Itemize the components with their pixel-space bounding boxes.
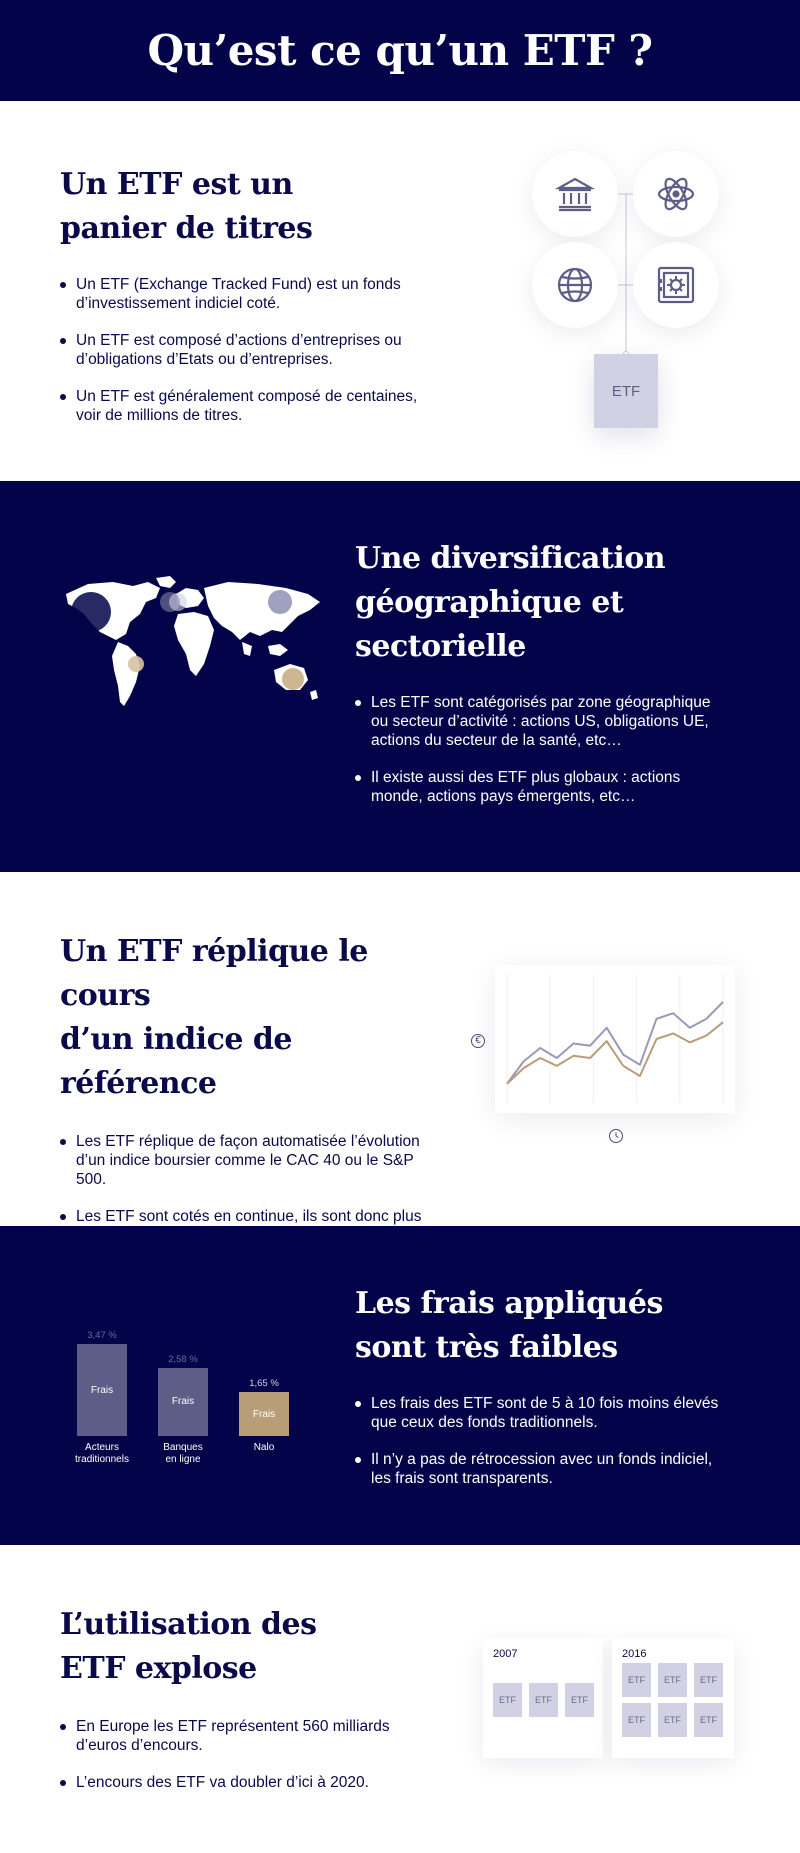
bullet-item: Un ETF est généralement composé de centaines, voir de millions de titres.: [60, 387, 420, 425]
fee-bar: Frais: [77, 1344, 127, 1436]
card-year: 2016: [622, 1648, 647, 1660]
index-line-chart: [495, 965, 735, 1113]
bullet-list: [60, 1717, 430, 1792]
etf-tile: ETF: [565, 1683, 594, 1717]
etf-tile: ETF: [622, 1703, 651, 1737]
section-diversification-title: [355, 537, 725, 669]
bullet-list: [355, 693, 725, 806]
section-panier-title: [60, 163, 420, 251]
section-indice: [0, 872, 800, 1226]
title-line: Un ETF est un: [60, 167, 293, 202]
section-indice-text: [60, 930, 430, 1263]
etf-tile: ETF: [658, 1703, 687, 1737]
title-line: sectorielle: [355, 629, 526, 664]
section-diversification-text: [355, 537, 725, 824]
section-panier-text: [60, 163, 420, 443]
title-line: Les frais appliqués: [355, 1286, 663, 1321]
world-map-illustration: [58, 574, 328, 724]
section-indice-title: [60, 930, 430, 1106]
title-line: d’un indice de référence: [60, 1022, 292, 1101]
bank-icon: [532, 151, 618, 237]
bullet-item: Il existe aussi des ETF plus globaux : actions monde, actions pays émergents, etc…: [355, 768, 725, 806]
line-chart-svg: [495, 965, 735, 1113]
section-utilisation-text: [60, 1603, 430, 1810]
bullet-item: L’encours des ETF va doubler d’ici à 2020.: [60, 1773, 430, 1792]
card-2016: [612, 1638, 734, 1758]
bar-category-label: [143, 1442, 223, 1466]
page-header: [0, 0, 800, 101]
card-year: 2007: [493, 1648, 518, 1660]
title-line: Un ETF réplique le cours: [60, 934, 368, 1013]
bullet-item: Les ETF réplique de façon automatisée l’évolution d’un indice boursier comme le CAC 40 ou le S&P 500.: [60, 1132, 430, 1189]
section-frais-title: [355, 1282, 725, 1370]
bullet-item: En Europe les ETF représentent 560 milliards d’euros d’encours.: [60, 1717, 430, 1755]
section-utilisation: [0, 1545, 800, 1853]
bar-category-label: [224, 1442, 304, 1454]
atom-icon: [633, 151, 719, 237]
title-line: L’utilisation des: [60, 1607, 317, 1642]
bullet-item: Les ETF sont cotés en continue, ils sont donc plus: [60, 1207, 430, 1245]
fee-bar: Frais: [239, 1392, 289, 1436]
etf-tile: ETF: [529, 1683, 558, 1717]
bullet-list: [355, 1394, 725, 1488]
title-line: géographique et: [355, 585, 624, 620]
section-frais-text: [355, 1282, 725, 1506]
title-line: ETF explose: [60, 1651, 257, 1686]
bar-category-label-line: traditionnels: [75, 1454, 129, 1465]
etf-tile: ETF: [694, 1703, 723, 1737]
bar-category-label: [62, 1442, 142, 1466]
fee-bar: Frais: [158, 1368, 208, 1436]
section-panier: [0, 101, 800, 481]
card-2007: [483, 1638, 603, 1758]
title-line: Une diversification: [355, 541, 666, 576]
euro-icon: [471, 1034, 485, 1048]
bar-category-label-line: en ligne: [165, 1454, 201, 1465]
fees-bar-chart: [55, 1306, 315, 1466]
series-line-1: [507, 1022, 723, 1084]
bullet-item: Les frais des ETF sont de 5 à 10 fois moins élevés que ceux des fonds traditionnels.: [355, 1394, 725, 1432]
title-line: sont très faibles: [355, 1330, 618, 1365]
etf-box: ETF: [594, 354, 658, 428]
section-frais: [0, 1226, 800, 1545]
euro-glyph: €: [475, 1035, 481, 1046]
page-title: Qu’est ce qu’un ETF ?: [147, 26, 653, 75]
bullet-item: Les ETF sont catégorisés par zone géographique ou secteur d’activité : actions US, obligations UE, actions du secteur de la santé, etc…: [355, 693, 725, 750]
bullet-list: [60, 275, 420, 425]
etf-tile: ETF: [658, 1663, 687, 1697]
section-diversification: [0, 481, 800, 872]
globe-icon: [532, 242, 618, 328]
etf-tile: ETF: [622, 1663, 651, 1697]
title-line: panier de titres: [60, 211, 313, 246]
bullet-item: Un ETF est composé d’actions d’entreprises ou d’obligations d’Etats ou d’entreprises.: [60, 331, 420, 369]
bar-value-label: 3,47 %: [87, 1330, 117, 1341]
bar-category-label-line: Acteurs: [85, 1442, 119, 1453]
bullet-item: Un ETF (Exchange Tracked Fund) est un fonds d’investissement indiciel coté.: [60, 275, 420, 313]
safe-icon: [633, 242, 719, 328]
section-utilisation-title: [60, 1603, 430, 1691]
bar-category-label-line: Nalo: [253, 1442, 275, 1453]
etf-tile: ETF: [493, 1683, 522, 1717]
bullet-item: Il n’y a pas de rétrocession avec un fonds indiciel, les frais sont transparents.: [355, 1450, 725, 1488]
bar-value-label: 1,65 %: [249, 1378, 279, 1390]
etf-tile: ETF: [694, 1663, 723, 1697]
bar-category-label-line: Banques: [163, 1442, 203, 1453]
clock-icon: [608, 1128, 624, 1144]
bar-value-label: 2,58 %: [168, 1353, 198, 1365]
